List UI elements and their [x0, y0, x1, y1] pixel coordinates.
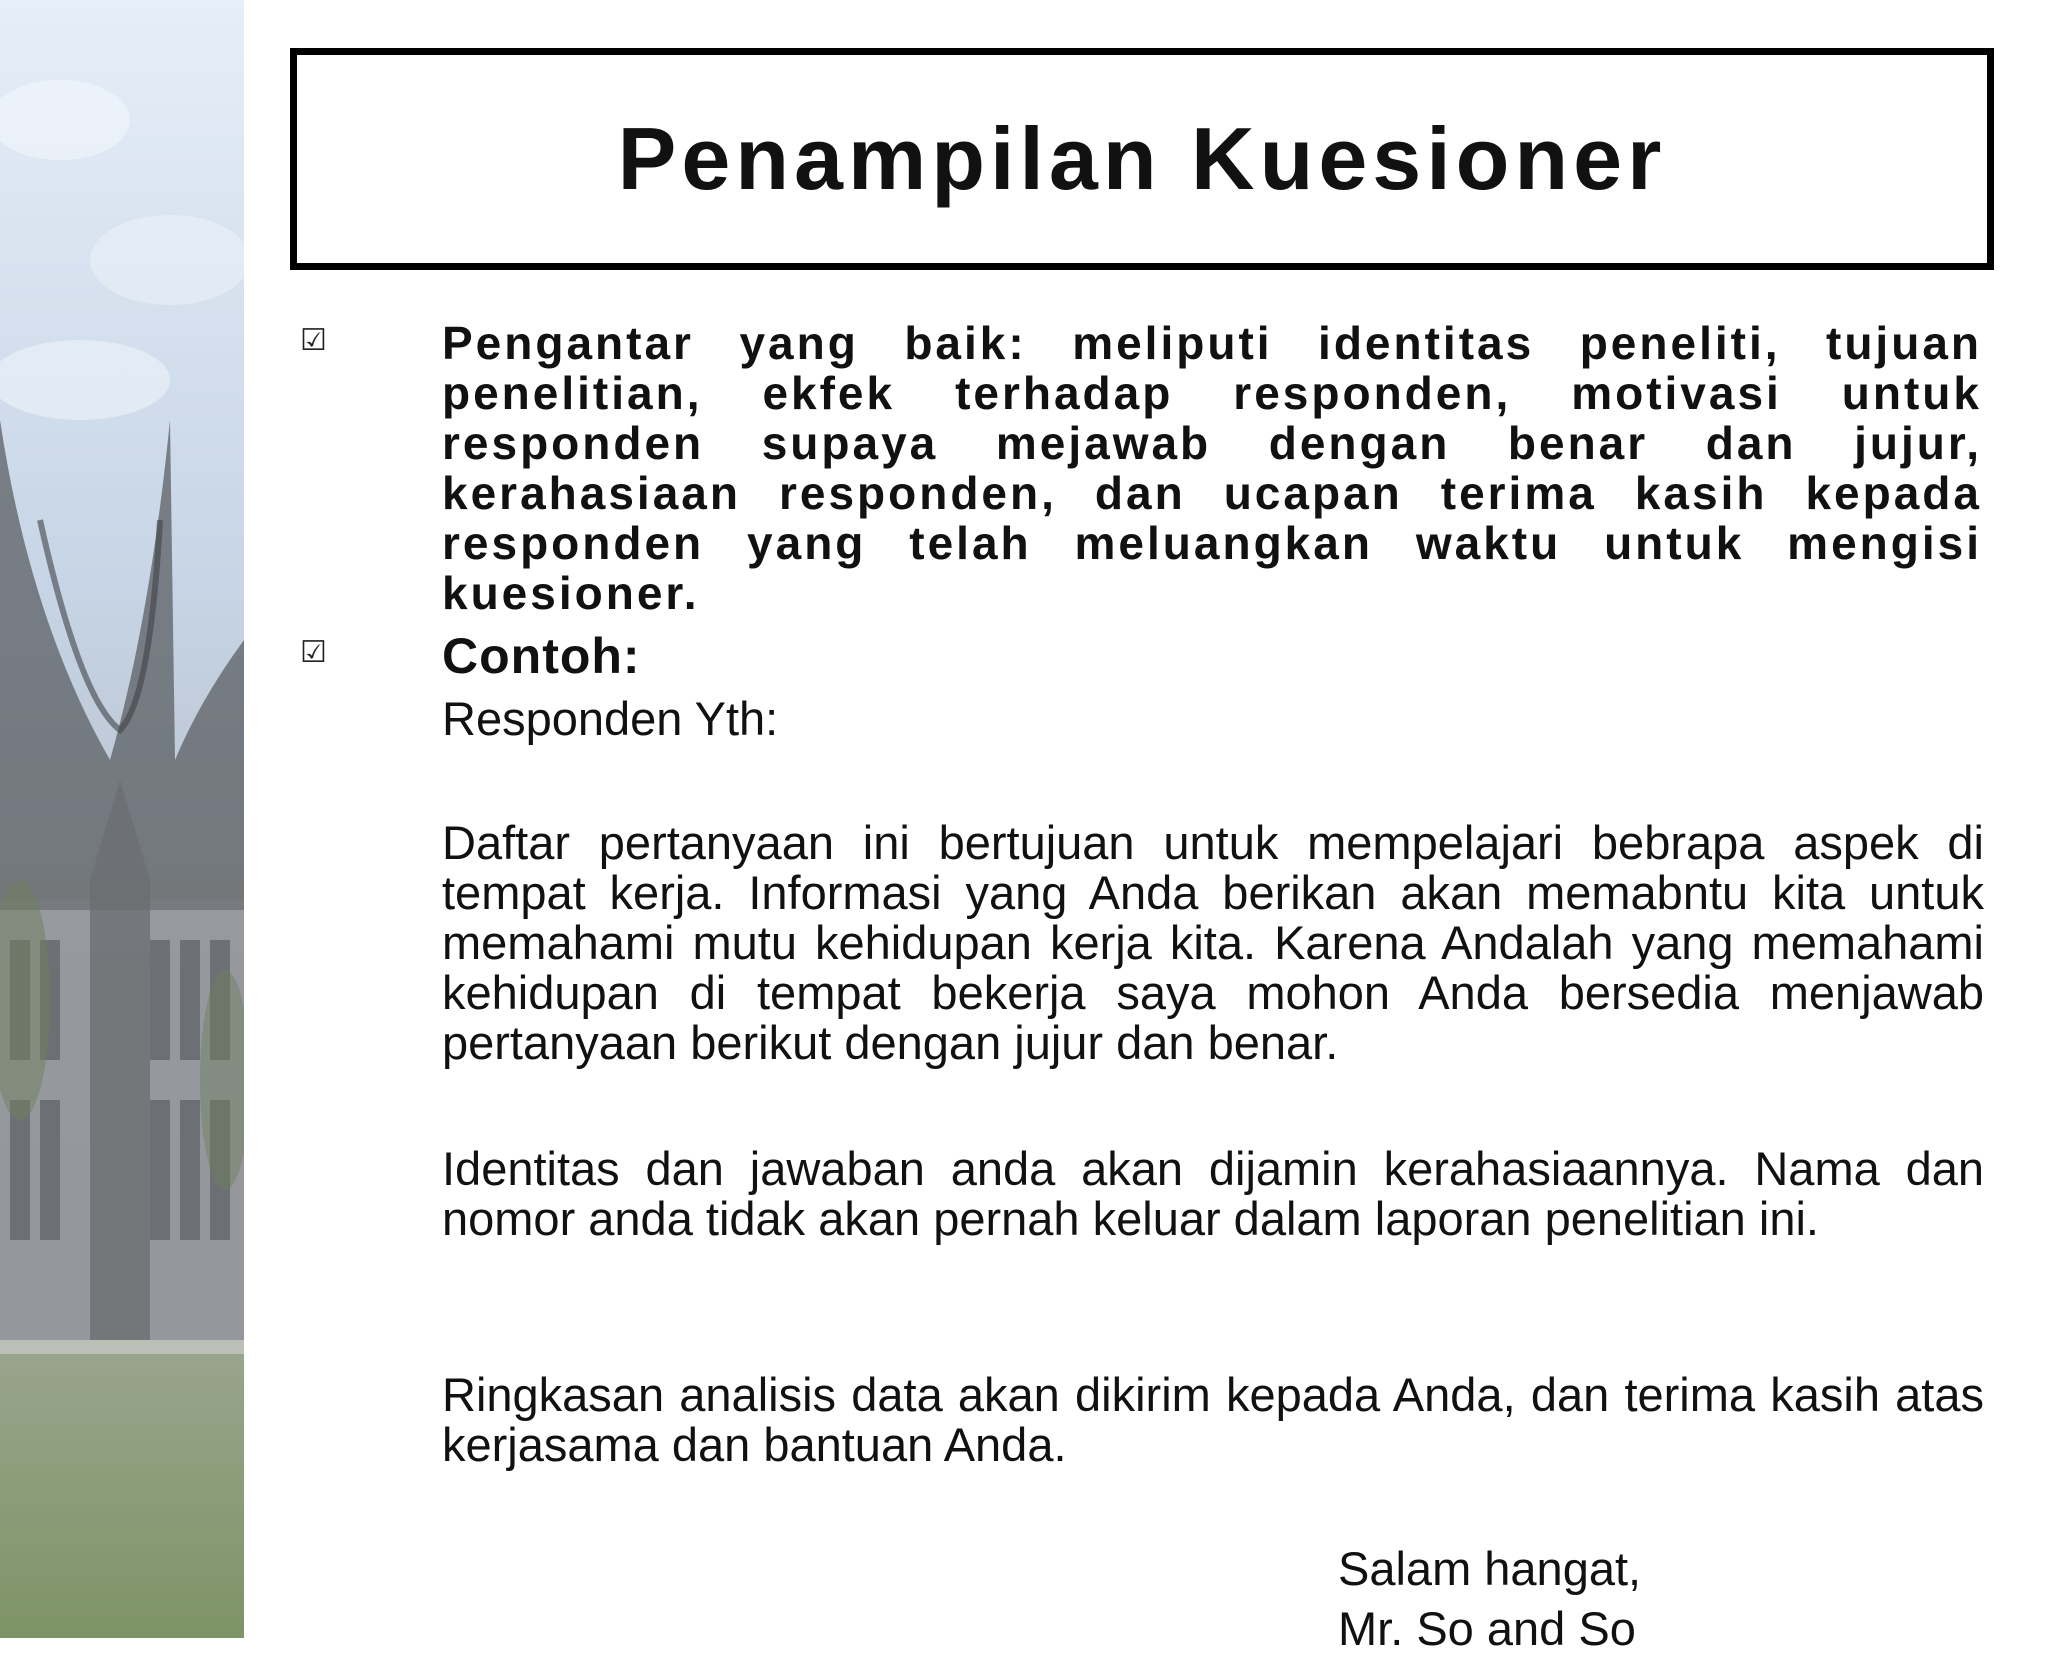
letter-paragraph-1: Daftar pertanyaan ini bertujuan untuk mempelajari bebrapa aspek di tempat kerja. Informasi yang Anda berikan akan memabntu kita untuk memahami mutu kehidupan kerja kita. Karena Andalah yang memahami kehidupan di tempat bekerja saya mohon Anda bersedia menjawab pertanyaan berikut dengan jujur dan benar.	[442, 816, 1984, 1069]
page-title: Penampilan Kuesioner	[617, 109, 1667, 208]
letter-closing: Salam hangat,	[1338, 1542, 1642, 1595]
side-decorative-image	[0, 0, 244, 1638]
title-box	[290, 48, 1994, 270]
checkbox-checked-icon: ☑	[300, 636, 327, 669]
letter-paragraph-2: Identitas dan jawaban anda akan dijamin kerahasiaannya. Nama dan nomor anda tidak akan pernah keluar dalam laporan penelitian ini.	[442, 1142, 1984, 1245]
letter-paragraph-3: Ringkasan analisis data akan dikirim kepada Anda, dan terima kasih atas kerjasama dan bantuan Anda.	[442, 1368, 1984, 1471]
bullet-text-example-heading: Contoh:	[442, 628, 641, 684]
checkbox-checked-icon: ☑	[300, 324, 327, 357]
building-illustration	[0, 0, 244, 1638]
letter-signature: Mr. So and So	[1338, 1602, 1636, 1655]
letter-greeting: Responden Yth:	[442, 692, 779, 745]
bullet-text-introduction: Pengantar yang baik: meliputi identitas peneliti, tujuan penelitian, ekfek terhadap responden, motivasi untuk responden supaya mejawab dengan benar dan jujur, kerahasiaan responden, dan ucapan terima kasih kepada responden yang telah meluangkan waktu untuk mengisi kuesioner.	[442, 317, 1982, 619]
